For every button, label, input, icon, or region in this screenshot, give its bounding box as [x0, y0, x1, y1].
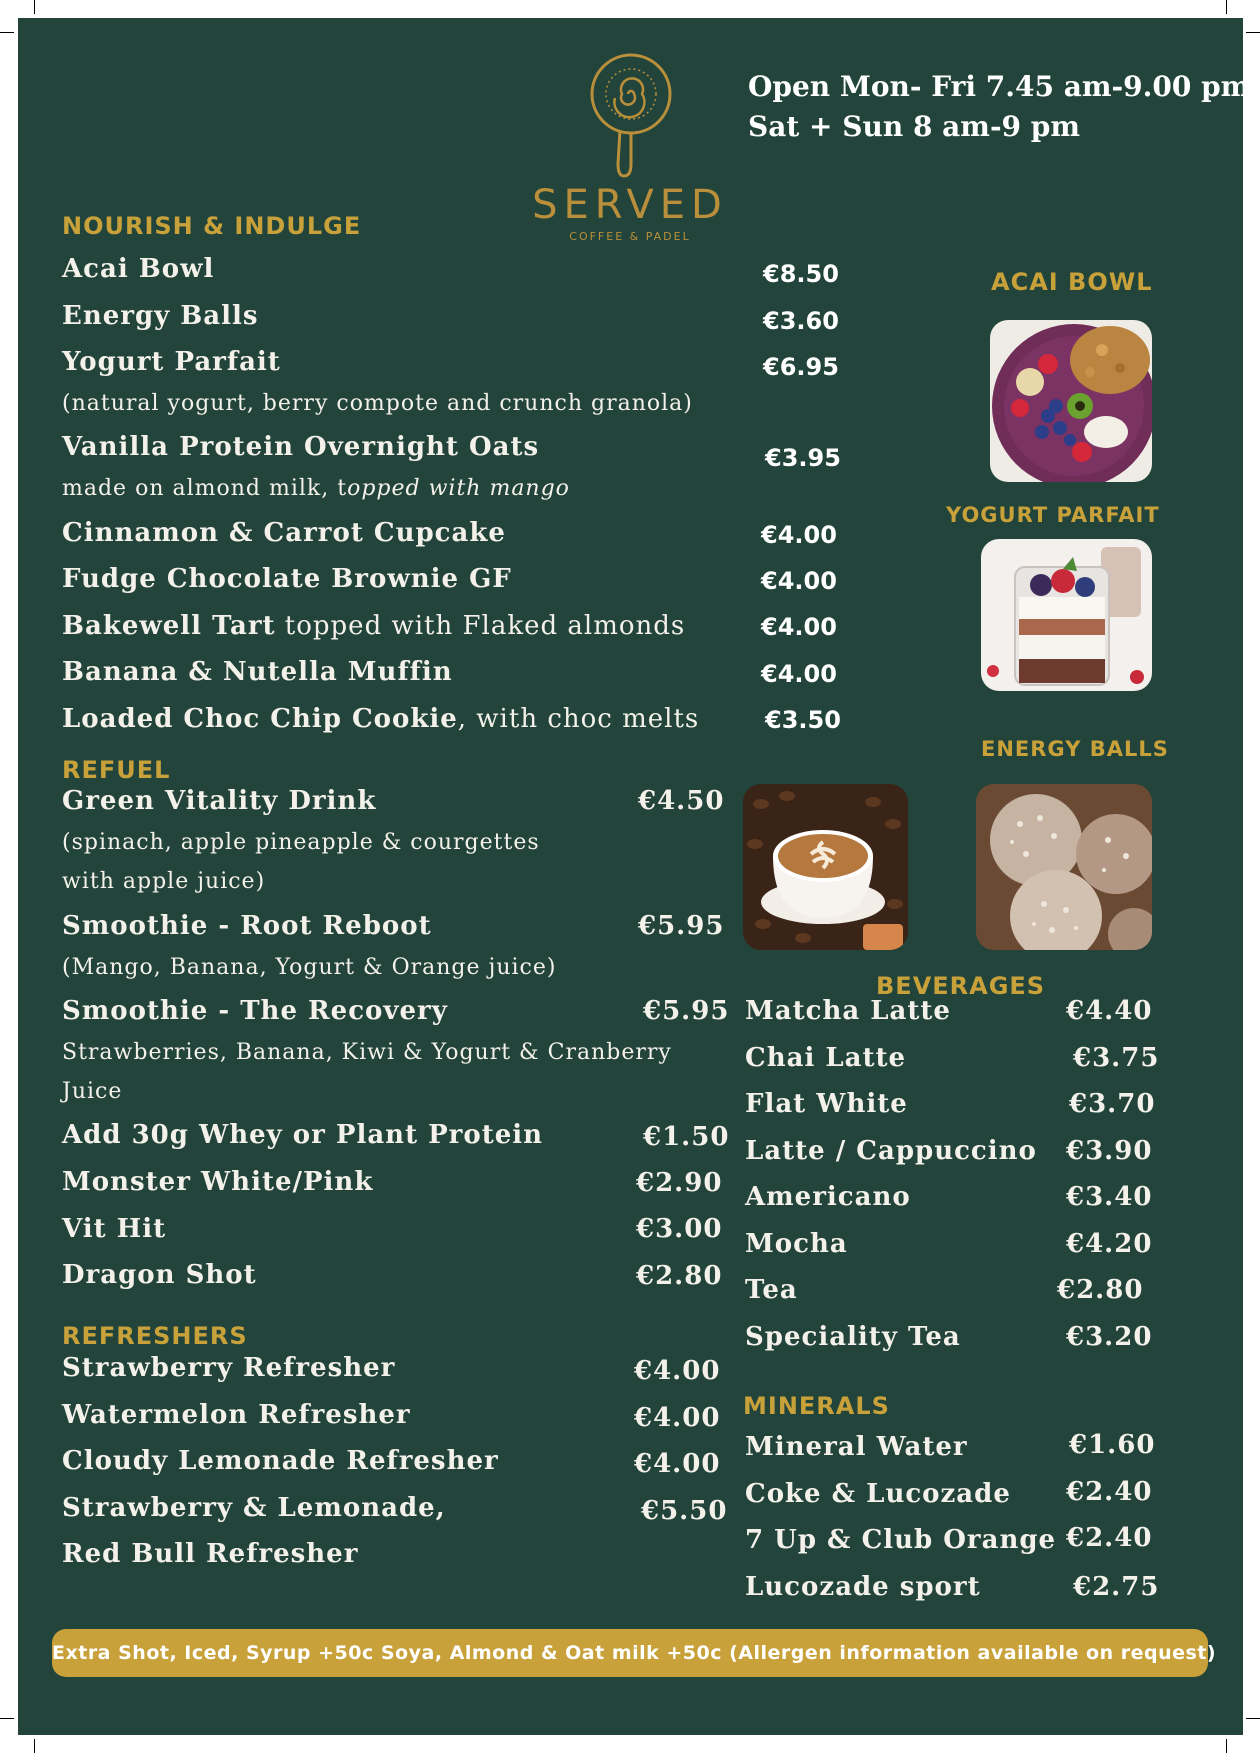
menu-item-price: €2.80 — [636, 1261, 723, 1291]
menu-item-price: €3.75 — [1073, 1043, 1160, 1073]
menu-item-name: Watermelon Refresher — [62, 1400, 411, 1430]
opening-hours-weekend: Sat + Sun 8 am-9 pm — [748, 110, 1080, 143]
menu-item-price: €3.20 — [1066, 1322, 1153, 1352]
menu-item-description: Strawberries, Banana, Kiwi & Yogurt & Cranberry — [62, 1040, 672, 1065]
menu-item-name: Bakewell Tart topped with Flaked almonds — [62, 611, 686, 641]
crop-mark — [0, 32, 14, 33]
menu-item-name: Strawberry & Lemonade, — [62, 1493, 446, 1523]
menu-item-name: Acai Bowl — [62, 254, 215, 284]
menu-item-price: €1.50 — [643, 1122, 730, 1152]
menu-item-price: €4.00 — [761, 567, 837, 595]
menu-item-price: €4.00 — [761, 613, 837, 641]
menu-item-price: €4.00 — [761, 521, 837, 549]
section-heading-refreshers: REFRESHERS — [62, 1322, 248, 1350]
logo-tagline: COFFEE & PADEL — [569, 230, 691, 243]
menu-item-price: €4.00 — [634, 1403, 721, 1433]
menu-item-name: Cloudy Lemonade Refresher — [62, 1446, 499, 1476]
photo-label-parfait: YOGURT PARFAIT — [946, 503, 1160, 527]
acai-bowl-photo — [990, 320, 1152, 482]
menu-item-name: Vit Hit — [62, 1214, 167, 1244]
energy-balls-photo — [976, 784, 1152, 950]
section-heading-refuel: REFUEL — [62, 756, 171, 784]
crop-mark — [34, 0, 35, 14]
menu-item-price: €4.00 — [761, 660, 837, 688]
menu-item-name: Matcha Latte — [745, 996, 951, 1026]
section-heading-nourish: NOURISH & INDULGE — [62, 212, 362, 240]
crop-mark — [34, 1739, 35, 1753]
section-heading-minerals: MINERALS — [743, 1392, 890, 1420]
menu-item-name: Yogurt Parfait — [62, 347, 281, 377]
menu-item-price: €2.75 — [1073, 1572, 1160, 1602]
menu-item-price: €3.00 — [636, 1214, 723, 1244]
menu-item-name: Smoothie - The Recovery — [62, 996, 448, 1026]
section-heading-beverages: BEVERAGES — [876, 972, 1046, 1000]
logo-wordmark: SERVED — [532, 182, 728, 228]
menu-item-name: Chai Latte — [745, 1043, 907, 1073]
menu-item-name: Speciality Tea — [745, 1322, 961, 1352]
menu-item-price: €3.50 — [765, 706, 841, 734]
crop-mark — [1226, 0, 1227, 14]
menu-item-price: €5.95 — [643, 996, 730, 1026]
menu-item-price: €8.50 — [763, 260, 839, 288]
menu-item-price: €3.40 — [1066, 1182, 1153, 1212]
menu-item-description: made on almond milk, topped with mango — [62, 476, 570, 501]
menu-item-price: €3.95 — [765, 444, 841, 472]
menu-item-price: €6.95 — [763, 353, 839, 381]
menu-item-price: €2.80 — [1057, 1275, 1144, 1305]
menu-item-name: Tea — [745, 1275, 798, 1305]
menu-item-name: Lucozade sport — [745, 1572, 981, 1602]
menu-item-name: Vanilla Protein Overnight Oats — [62, 432, 540, 462]
menu-item-price: €2.40 — [1066, 1477, 1153, 1507]
menu-item-description: (natural yogurt, berry compote and crunch granola) — [62, 391, 693, 416]
menu-item-name: Mocha — [745, 1229, 848, 1259]
menu-item-price: €3.70 — [1069, 1089, 1156, 1119]
menu-item-name: Latte / Cappuccino — [745, 1136, 1037, 1166]
served-logo-icon — [586, 52, 676, 182]
menu-item-price: €5.50 — [641, 1496, 728, 1526]
crop-mark — [1246, 1718, 1260, 1719]
menu-item-name: Add 30g Whey or Plant Protein — [62, 1120, 544, 1150]
menu-item-name: Green Vitality Drink — [62, 786, 377, 816]
menu-item-description: (Mango, Banana, Yogurt & Orange juice) — [62, 955, 557, 980]
menu-item-price: €2.40 — [1066, 1523, 1153, 1553]
menu-item-description: with apple juice) — [62, 869, 266, 894]
menu-item-price: €4.50 — [638, 786, 725, 816]
menu-item-price: €4.40 — [1066, 996, 1153, 1026]
menu-item-name: Loaded Choc Chip Cookie, with choc melts — [62, 704, 700, 734]
menu-item-name: Red Bull Refresher — [62, 1539, 359, 1569]
menu-item-price: €3.60 — [763, 307, 839, 335]
menu-item-name: Coke & Lucozade — [745, 1479, 1011, 1509]
photo-label-acai: ACAI BOWL — [991, 268, 1153, 296]
menu-item-name: Energy Balls — [62, 301, 259, 331]
menu-item-name: Banana & Nutella Muffin — [62, 657, 453, 687]
crop-mark — [1246, 32, 1260, 33]
menu-item-price: €2.90 — [636, 1168, 723, 1198]
menu-item-price: €4.20 — [1066, 1229, 1153, 1259]
menu-item-name: Dragon Shot — [62, 1260, 257, 1290]
opening-hours-weekday: Open Mon- Fri 7.45 am-9.00 pm — [748, 70, 1251, 103]
menu-item-price: €4.00 — [634, 1356, 721, 1386]
menu-item-price: €1.60 — [1069, 1430, 1156, 1460]
menu-item-name: Strawberry Refresher — [62, 1353, 396, 1383]
menu-item-name: 7 Up & Club Orange — [745, 1525, 1057, 1555]
extras-banner: Extra Shot, Iced, Syrup +50c Soya, Almond & Oat milk +50c (Allergen information available on request) — [52, 1629, 1208, 1677]
photo-label-energy: ENERGY BALLS — [981, 737, 1169, 761]
menu-item-price: €5.95 — [638, 911, 725, 941]
menu-item-name: Flat White — [745, 1089, 908, 1119]
menu-item-name: Fudge Chocolate Brownie GF — [62, 564, 512, 594]
menu-item-price: €3.90 — [1066, 1136, 1153, 1166]
crop-mark — [0, 1718, 14, 1719]
menu-item-price: €4.00 — [634, 1449, 721, 1479]
menu-item-name: Monster White/Pink — [62, 1167, 374, 1197]
crop-mark — [1226, 1739, 1227, 1753]
menu-item-description: Juice — [62, 1079, 123, 1104]
menu-item-name: Mineral Water — [745, 1432, 968, 1462]
menu-item-description: (spinach, apple pineapple & courgettes — [62, 830, 540, 855]
menu-item-name: Smoothie - Root Reboot — [62, 911, 432, 941]
menu-item-name: Cinnamon & Carrot Cupcake — [62, 518, 506, 548]
coffee-photo — [743, 784, 908, 950]
yogurt-parfait-photo — [981, 539, 1152, 691]
menu-item-name: Americano — [745, 1182, 911, 1212]
